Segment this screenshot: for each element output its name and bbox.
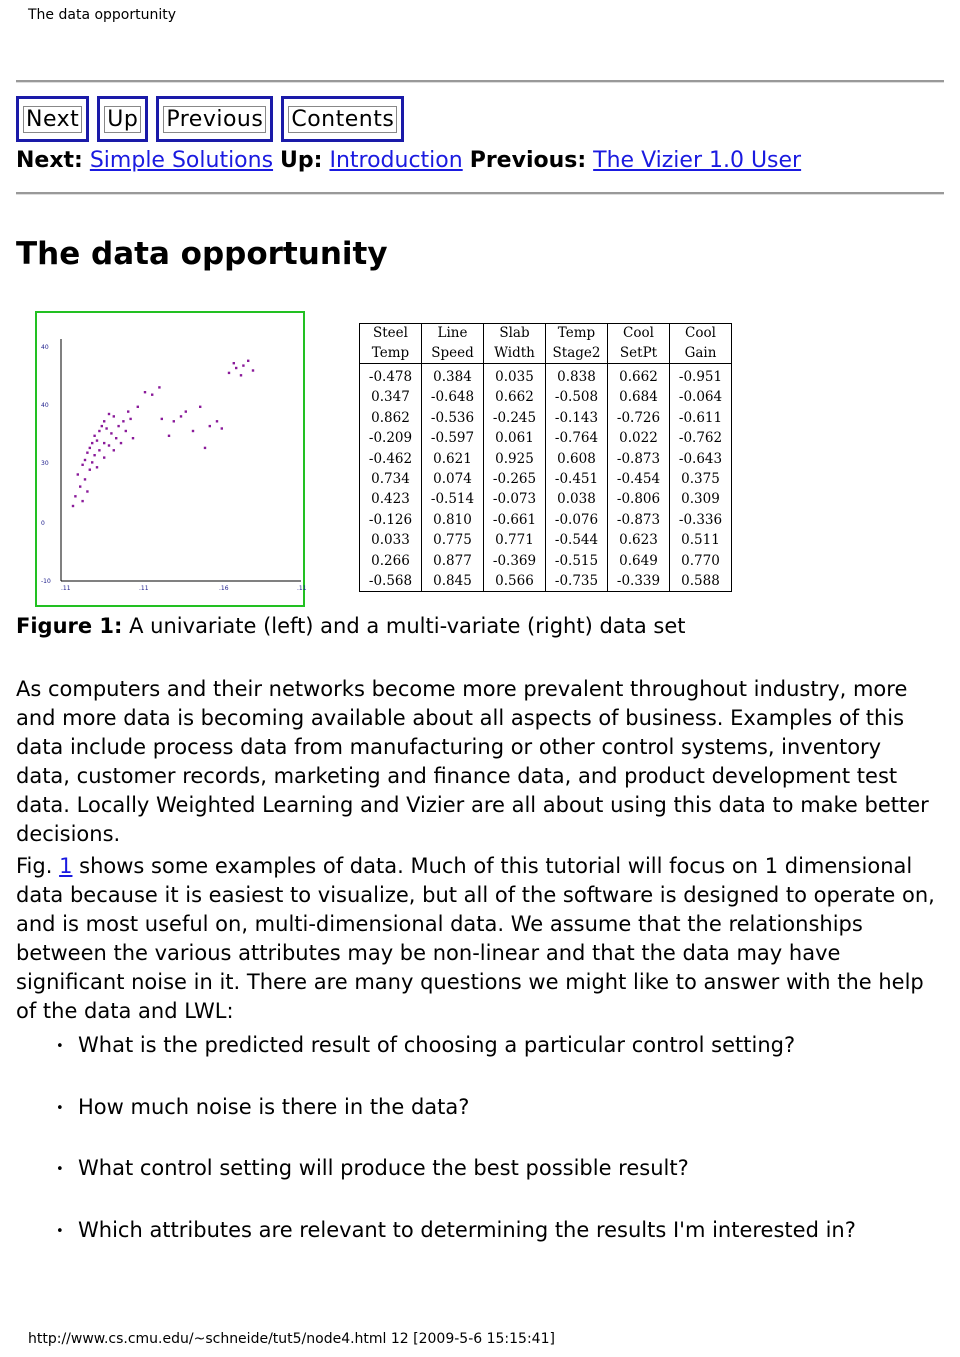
- contents-button[interactable]: Contents: [281, 96, 404, 142]
- list-item: • How much noise is there in the data?: [56, 1092, 856, 1154]
- univariate-scatter-plot: [35, 311, 305, 607]
- up-link[interactable]: Introduction: [329, 148, 463, 173]
- table-cell: 0.347: [360, 387, 422, 407]
- plot-point: [72, 505, 74, 507]
- table-cell: -0.611: [670, 408, 732, 428]
- table-cell: 0.771: [484, 530, 546, 550]
- plot-point: [86, 452, 88, 454]
- plot-point: [79, 485, 81, 487]
- table-cell: -0.735: [546, 571, 608, 592]
- plot-point: [137, 406, 139, 408]
- plot-y-tick-label: -10: [41, 578, 51, 585]
- plot-labels: [41, 344, 307, 592]
- plot-point: [252, 369, 254, 371]
- table-cell: -0.143: [546, 408, 608, 428]
- plot-point: [173, 420, 175, 422]
- plot-point: [84, 459, 86, 461]
- table-cell: -0.508: [546, 387, 608, 407]
- plot-x-tick-label: .16: [219, 585, 229, 592]
- table-cell: 0.621: [422, 449, 484, 469]
- plot-point: [204, 447, 206, 449]
- table-cell: 0.684: [608, 387, 670, 407]
- plot-point: [93, 454, 95, 456]
- plot-points: [72, 360, 254, 508]
- table-cell: 0.423: [360, 489, 422, 509]
- previous-button[interactable]: Previous: [156, 96, 273, 142]
- table-cell: -0.536: [422, 408, 484, 428]
- table-cell: 0.061: [484, 428, 546, 448]
- next-button[interactable]: Next: [16, 96, 89, 142]
- plot-point: [84, 478, 86, 480]
- plot-point: [247, 360, 249, 362]
- plot-point: [81, 464, 83, 466]
- table-cell: -0.209: [360, 428, 422, 448]
- plot-point: [74, 495, 76, 497]
- table-header-cell: Temp: [546, 324, 608, 344]
- plot-point: [108, 444, 110, 446]
- table-cell: -0.762: [670, 428, 732, 448]
- plot-point: [221, 427, 223, 429]
- table-cell: -0.073: [484, 489, 546, 509]
- table-header-cell: Gain: [670, 344, 732, 364]
- plot-point: [199, 406, 201, 408]
- table-header-row: [360, 344, 732, 364]
- plot-y-tick-label: 40: [41, 402, 49, 409]
- table-header-cell: Cool: [608, 324, 670, 344]
- table-cell: -0.951: [670, 364, 732, 388]
- table-cell: 0.266: [360, 551, 422, 571]
- table-cell: -0.873: [608, 449, 670, 469]
- table-row: [360, 510, 732, 530]
- table-header-cell: Stage2: [546, 344, 608, 364]
- previous-link[interactable]: The Vizier 1.0 User: [593, 148, 802, 173]
- table-cell: 0.608: [546, 449, 608, 469]
- multivariate-data-table: [359, 323, 732, 592]
- table-cell: -0.336: [670, 510, 732, 530]
- plot-point: [103, 442, 105, 444]
- figure-caption-text: A univariate (left) and a multi-variate (right) data set: [129, 614, 686, 638]
- table-cell: -0.661: [484, 510, 546, 530]
- plot-point: [235, 367, 237, 369]
- next-label: Next:: [16, 148, 83, 173]
- table-cell: -0.648: [422, 387, 484, 407]
- table-cell: 0.734: [360, 469, 422, 489]
- plot-point: [151, 394, 153, 396]
- table-row: [360, 428, 732, 448]
- figure-ref-prefix: Fig.: [16, 854, 53, 878]
- table-cell: 0.022: [608, 428, 670, 448]
- nav-bottom-rule: [16, 192, 944, 195]
- top-rule: [16, 80, 944, 83]
- table-cell: -0.597: [422, 428, 484, 448]
- plot-point: [117, 425, 119, 427]
- plot-point: [168, 435, 170, 437]
- up-button[interactable]: Up: [97, 96, 148, 142]
- table-cell: 0.862: [360, 408, 422, 428]
- plot-point: [108, 413, 110, 415]
- table-cell: 0.038: [546, 489, 608, 509]
- plot-point: [122, 420, 124, 422]
- table-cell: 0.662: [484, 387, 546, 407]
- table-cell: 0.566: [484, 571, 546, 592]
- paragraph-intro: As computers and their networks become more prevalent throughout industry, more and more data is becoming available about all aspects of business. Examples of this data include process data from manufacturing or other control systems, inventory data, customer records, marketing and finance data, and product development test data. Locally Weighted Learning and Vizier are all about using this data to make better decisions.: [16, 677, 929, 846]
- plot-point: [105, 427, 107, 429]
- plot-point: [110, 432, 112, 434]
- plot-point: [144, 391, 146, 393]
- table-row: [360, 469, 732, 489]
- table-cell: 0.588: [670, 571, 732, 592]
- table-cell: -0.478: [360, 364, 422, 388]
- list-item: • What control setting will produce the best possible result?: [56, 1153, 856, 1215]
- table-cell: -0.514: [422, 489, 484, 509]
- plot-y-tick-label: 40: [41, 344, 49, 351]
- plot-point: [103, 420, 105, 422]
- plot-point: [240, 374, 242, 376]
- nav-links: [16, 148, 801, 173]
- plot-x-tick-label: .11: [139, 585, 149, 592]
- table-row: [360, 551, 732, 571]
- table-row: [360, 387, 732, 407]
- plot-point: [158, 386, 160, 388]
- table-cell: 0.877: [422, 551, 484, 571]
- plot-point: [93, 435, 95, 437]
- table-header-cell: Temp: [360, 344, 422, 364]
- plot-x-tick-label: .11: [297, 585, 307, 592]
- figure-caption-label: Figure 1:: [16, 614, 123, 638]
- browser-header: The data opportunity: [28, 7, 177, 23]
- plot-point: [86, 490, 88, 492]
- figure-1-link[interactable]: 1: [59, 854, 73, 878]
- plot-x-tick-label: .11: [61, 585, 71, 592]
- table-header-cell: Slab: [484, 324, 546, 344]
- table-cell: 0.770: [670, 551, 732, 571]
- plot-y-tick-label: 30: [41, 460, 49, 467]
- table-cell: 0.810: [422, 510, 484, 530]
- plot-point: [89, 447, 91, 449]
- table-header-cell: Line: [422, 324, 484, 344]
- plot-point: [192, 430, 194, 432]
- plot-point: [101, 425, 103, 427]
- plot-point: [125, 430, 127, 432]
- table-cell: -0.568: [360, 571, 422, 592]
- plot-point: [91, 442, 93, 444]
- figure-ref-text: shows some examples of data. Much of this tutorial will focus on 1 dimensional data because it is easiest to visualize, but all of the software is designed to operate on, and is most useful on, multi-dimensional data. We assume that the relationships between the various attributes may be non-linear and that the data may have significant noise in it. There are many questions we might like to answer with the help of the data and LWL:: [16, 854, 935, 1023]
- plot-point: [96, 439, 98, 441]
- table-row: [360, 530, 732, 550]
- plot-point: [209, 425, 211, 427]
- table-cell: 0.623: [608, 530, 670, 550]
- table-cell: -0.806: [608, 489, 670, 509]
- table-cell: -0.764: [546, 428, 608, 448]
- table-cell: -0.369: [484, 551, 546, 571]
- plot-point: [113, 449, 115, 451]
- plot-point: [103, 456, 105, 458]
- up-label: Up:: [280, 148, 323, 173]
- table-cell: -0.726: [608, 408, 670, 428]
- plot-point: [98, 449, 100, 451]
- table-row: [360, 489, 732, 509]
- table-cell: 0.649: [608, 551, 670, 571]
- table-header-cell: Cool: [670, 324, 732, 344]
- plot-point: [120, 442, 122, 444]
- plot-point: [89, 469, 91, 471]
- table-row: [360, 571, 732, 592]
- list-item: • What is the predicted result of choosing a particular control setting?: [56, 1030, 856, 1092]
- nav-buttons: [16, 96, 404, 142]
- table-cell: 0.925: [484, 449, 546, 469]
- plot-point: [233, 362, 235, 364]
- plot-point: [129, 418, 131, 420]
- table-header-cell: Width: [484, 344, 546, 364]
- table-cell: -0.454: [608, 469, 670, 489]
- plot-y-tick-label: 0: [41, 520, 45, 527]
- table-cell: 0.309: [670, 489, 732, 509]
- page-title: The data opportunity: [16, 236, 388, 272]
- table-cell: 0.074: [422, 469, 484, 489]
- browser-footer-url: http://www.cs.cmu.edu/~schneide/tut5/node4.html 12 [2009-5-6 15:15:41]: [28, 1331, 555, 1347]
- table-cell: 0.838: [546, 364, 608, 388]
- table-cell: -0.643: [670, 449, 732, 469]
- table-cell: -0.265: [484, 469, 546, 489]
- paragraph-figure-ref: [16, 852, 941, 1026]
- table-cell: -0.126: [360, 510, 422, 530]
- table-cell: 0.375: [670, 469, 732, 489]
- plot-point: [242, 364, 244, 366]
- table-cell: 0.384: [422, 364, 484, 388]
- plot-point: [91, 461, 93, 463]
- previous-label: Previous:: [469, 148, 587, 173]
- plot-point: [77, 473, 79, 475]
- plot-frame: [36, 312, 304, 606]
- plot-point: [161, 418, 163, 420]
- table-header-row: [360, 324, 732, 344]
- plot-point: [185, 410, 187, 412]
- table-cell: -0.064: [670, 387, 732, 407]
- table-row: [360, 449, 732, 469]
- plot-point: [180, 415, 182, 417]
- figure-caption: [16, 614, 686, 638]
- table-cell: -0.873: [608, 510, 670, 530]
- table-cell: -0.462: [360, 449, 422, 469]
- plot-point: [115, 437, 117, 439]
- plot-point: [96, 466, 98, 468]
- table-row: [360, 364, 732, 388]
- table-cell: -0.451: [546, 469, 608, 489]
- question-list: [56, 1030, 856, 1276]
- table-cell: -0.544: [546, 530, 608, 550]
- table-cell: -0.339: [608, 571, 670, 592]
- table-row: [360, 408, 732, 428]
- list-item: • Which attributes are relevant to determining the results I'm interested in?: [56, 1215, 856, 1277]
- table-cell: -0.515: [546, 551, 608, 571]
- table-cell: -0.076: [546, 510, 608, 530]
- table-header-cell: SetPt: [608, 344, 670, 364]
- plot-point: [98, 430, 100, 432]
- table-cell: -0.245: [484, 408, 546, 428]
- plot-point: [127, 410, 129, 412]
- plot-point: [216, 420, 218, 422]
- next-link[interactable]: Simple Solutions: [89, 148, 274, 173]
- table-cell: 0.775: [422, 530, 484, 550]
- table-cell: 0.033: [360, 530, 422, 550]
- table-cell: 0.035: [484, 364, 546, 388]
- plot-point: [113, 415, 115, 417]
- table-cell: 0.511: [670, 530, 732, 550]
- plot-point: [132, 437, 134, 439]
- table-cell: 0.662: [608, 364, 670, 388]
- table-cell: 0.845: [422, 571, 484, 592]
- table-header-cell: Speed: [422, 344, 484, 364]
- table-header-cell: Steel: [360, 324, 422, 344]
- plot-point: [81, 500, 83, 502]
- plot-point: [228, 372, 230, 374]
